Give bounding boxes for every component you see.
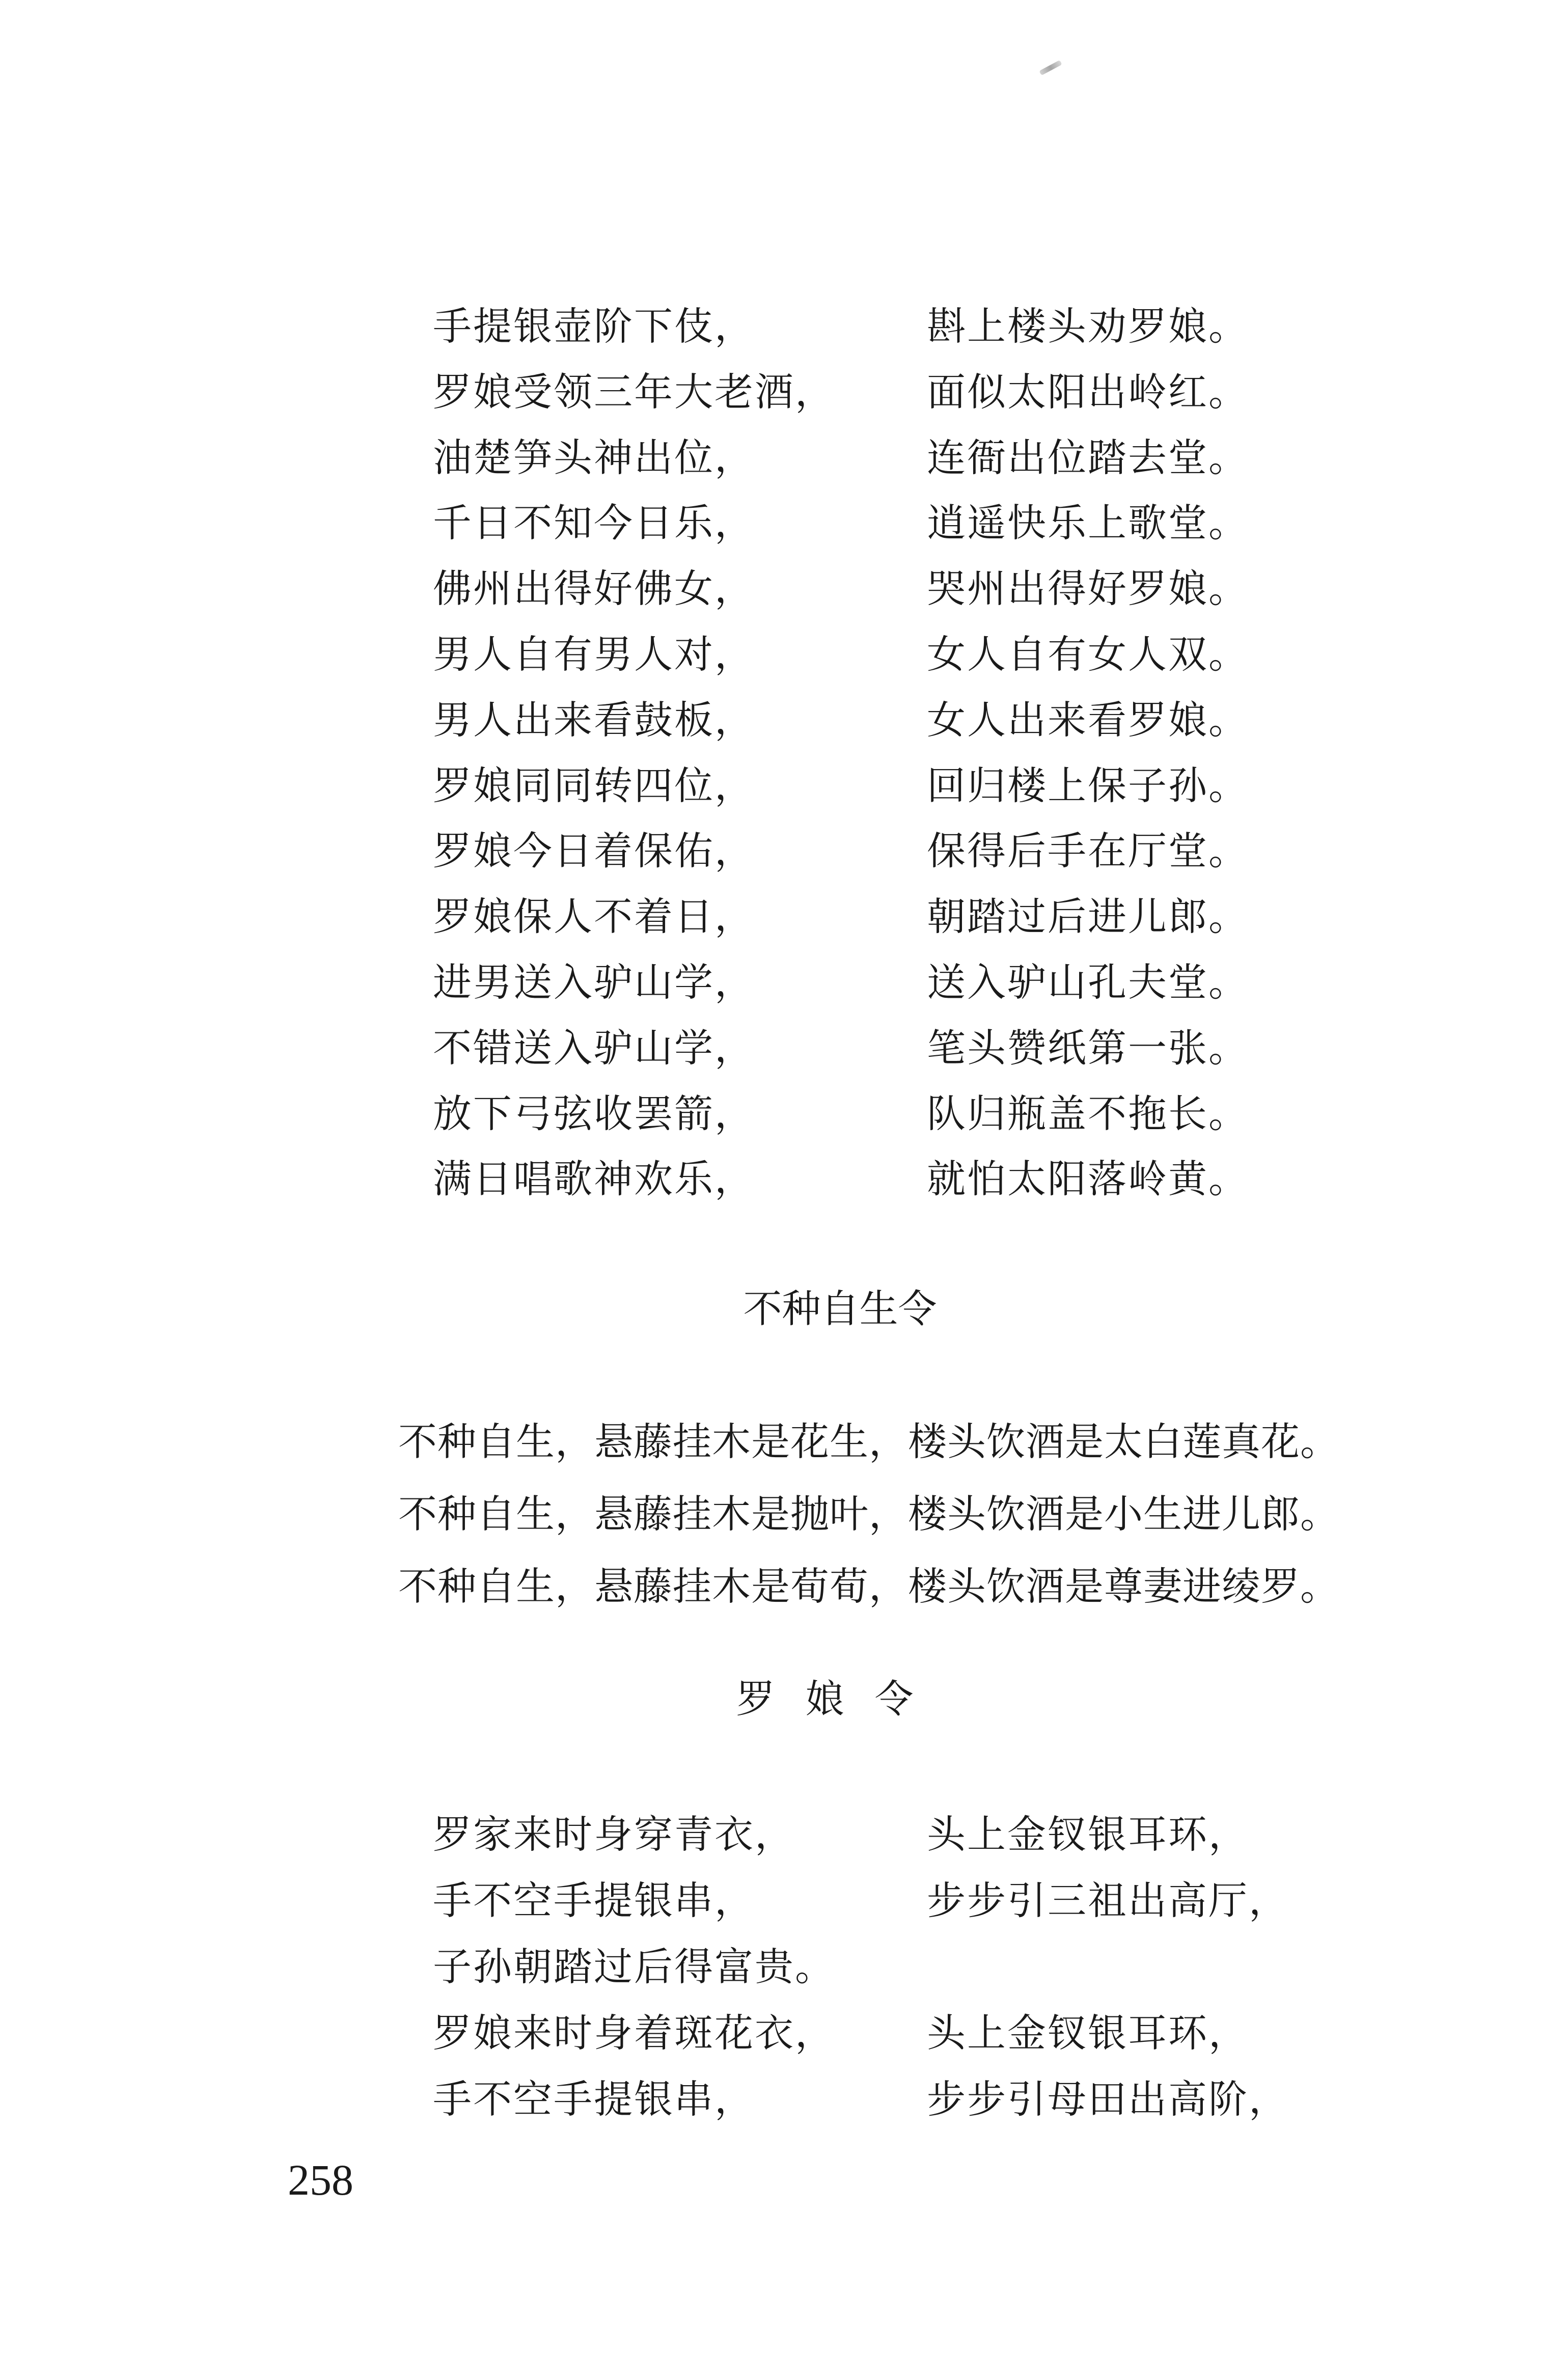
verse-right: 头上金钗银耳环， [927,2010,1249,2056]
verse-row [0,622,1568,688]
section-title-bu-zhong-zi-sheng: 不种自生令 [743,1286,937,1331]
verse-left: 罗娘保人不着日， [433,894,755,940]
verse-row [0,1146,1568,1212]
verse-left: 罗娘同同转四位， [433,762,755,808]
verse-right: 就怕太阳落岭黄。 [927,1156,1249,1202]
verse-left: 罗娘来时身着斑花衣， [433,2010,835,2056]
verse-left: 手不空手提银串， [433,1878,755,1923]
verse-row [0,360,1568,425]
verse-row [0,688,1568,753]
verse-right: 步步引三祖出高厅， [927,1878,1289,1923]
verse-row [0,1081,1568,1147]
prose-line: 不种自生，悬藤挂木是荀荀，楼头饮酒是尊妻进绫罗。 [398,1564,1339,1609]
verse-row [0,1016,1568,1081]
verse-left: 男人自有男人对， [433,631,755,677]
verse-row [0,818,1568,884]
verse-row [0,1934,1568,2000]
prose-block [398,1406,1396,1623]
verse-right: 斟上楼头劝罗娘。 [927,304,1249,349]
verse-right: 队归瓶盖不拖长。 [927,1090,1249,1136]
verse-row [0,2066,1568,2133]
verse-right: 保得后手在厅堂。 [927,828,1249,874]
verse-right: 女人自有女人双。 [927,631,1249,677]
verse-left: 佛州出得好佛女， [433,566,755,612]
verse-row [0,1801,1568,1868]
verse-block-1 [0,294,1568,1212]
verse-right: 送入驴山孔夫堂。 [927,959,1249,1005]
verse-row [0,556,1568,622]
verse-left: 油楚笋头神出位， [433,434,755,480]
verse-block-3 [0,1801,1568,2133]
verse-left: 放下弓弦收罢箭， [433,1090,755,1136]
prose-line: 不种自生，悬藤挂木是花生，楼头饮酒是太白莲真花。 [398,1419,1339,1464]
verse-right: 步步引母田出高阶， [927,2076,1289,2122]
prose-line: 不种自生，悬藤挂木是抛叶，楼头饮酒是小生进儿郎。 [398,1491,1339,1537]
verse-left: 罗家来时身穿青衣， [433,1812,795,1857]
verse-left: 罗娘受领三年大老酒， [433,369,835,415]
scan-speck [1039,60,1062,75]
section-title-luo-niang-ling: 罗娘令 [736,1676,944,1721]
verse-left: 满日唱歌神欢乐， [433,1156,755,1202]
verse-row [0,1868,1568,1934]
verse-row [0,425,1568,491]
verse-right: 逍遥快乐上歌堂。 [927,500,1249,546]
verse-right: 连衙出位踏去堂。 [927,434,1249,480]
verse-left: 子孙朝踏过后得富贵。 [433,1944,835,1989]
verse-row [0,2000,1568,2066]
verse-left: 千日不知今日乐， [433,500,755,546]
verse-row [0,753,1568,819]
verse-left: 手提银壶阶下伎， [433,304,755,349]
verse-left: 男人出来看鼓板， [433,697,755,743]
verse-left: 手不空手提银串， [433,2076,755,2122]
verse-row [0,950,1568,1016]
verse-right: 朝踏过后进儿郎。 [927,894,1249,940]
verse-left: 进男送入驴山学， [433,959,755,1005]
verse-row [0,884,1568,950]
verse-right: 女人出来看罗娘。 [927,697,1249,743]
verse-row [0,294,1568,360]
verse-right: 回归楼上保子孙。 [927,762,1249,808]
verse-row [0,490,1568,556]
verse-left: 不错送入驴山学， [433,1025,755,1071]
verse-right: 面似太阳出岭红。 [927,369,1249,415]
verse-right: 头上金钗银耳环， [927,1812,1249,1857]
page-number: 258 [288,2155,353,2204]
verse-right: 哭州出得好罗娘。 [927,566,1249,612]
verse-right: 笔头赞纸第一张。 [927,1025,1249,1071]
verse-left: 罗娘今日着保佑， [433,828,755,874]
